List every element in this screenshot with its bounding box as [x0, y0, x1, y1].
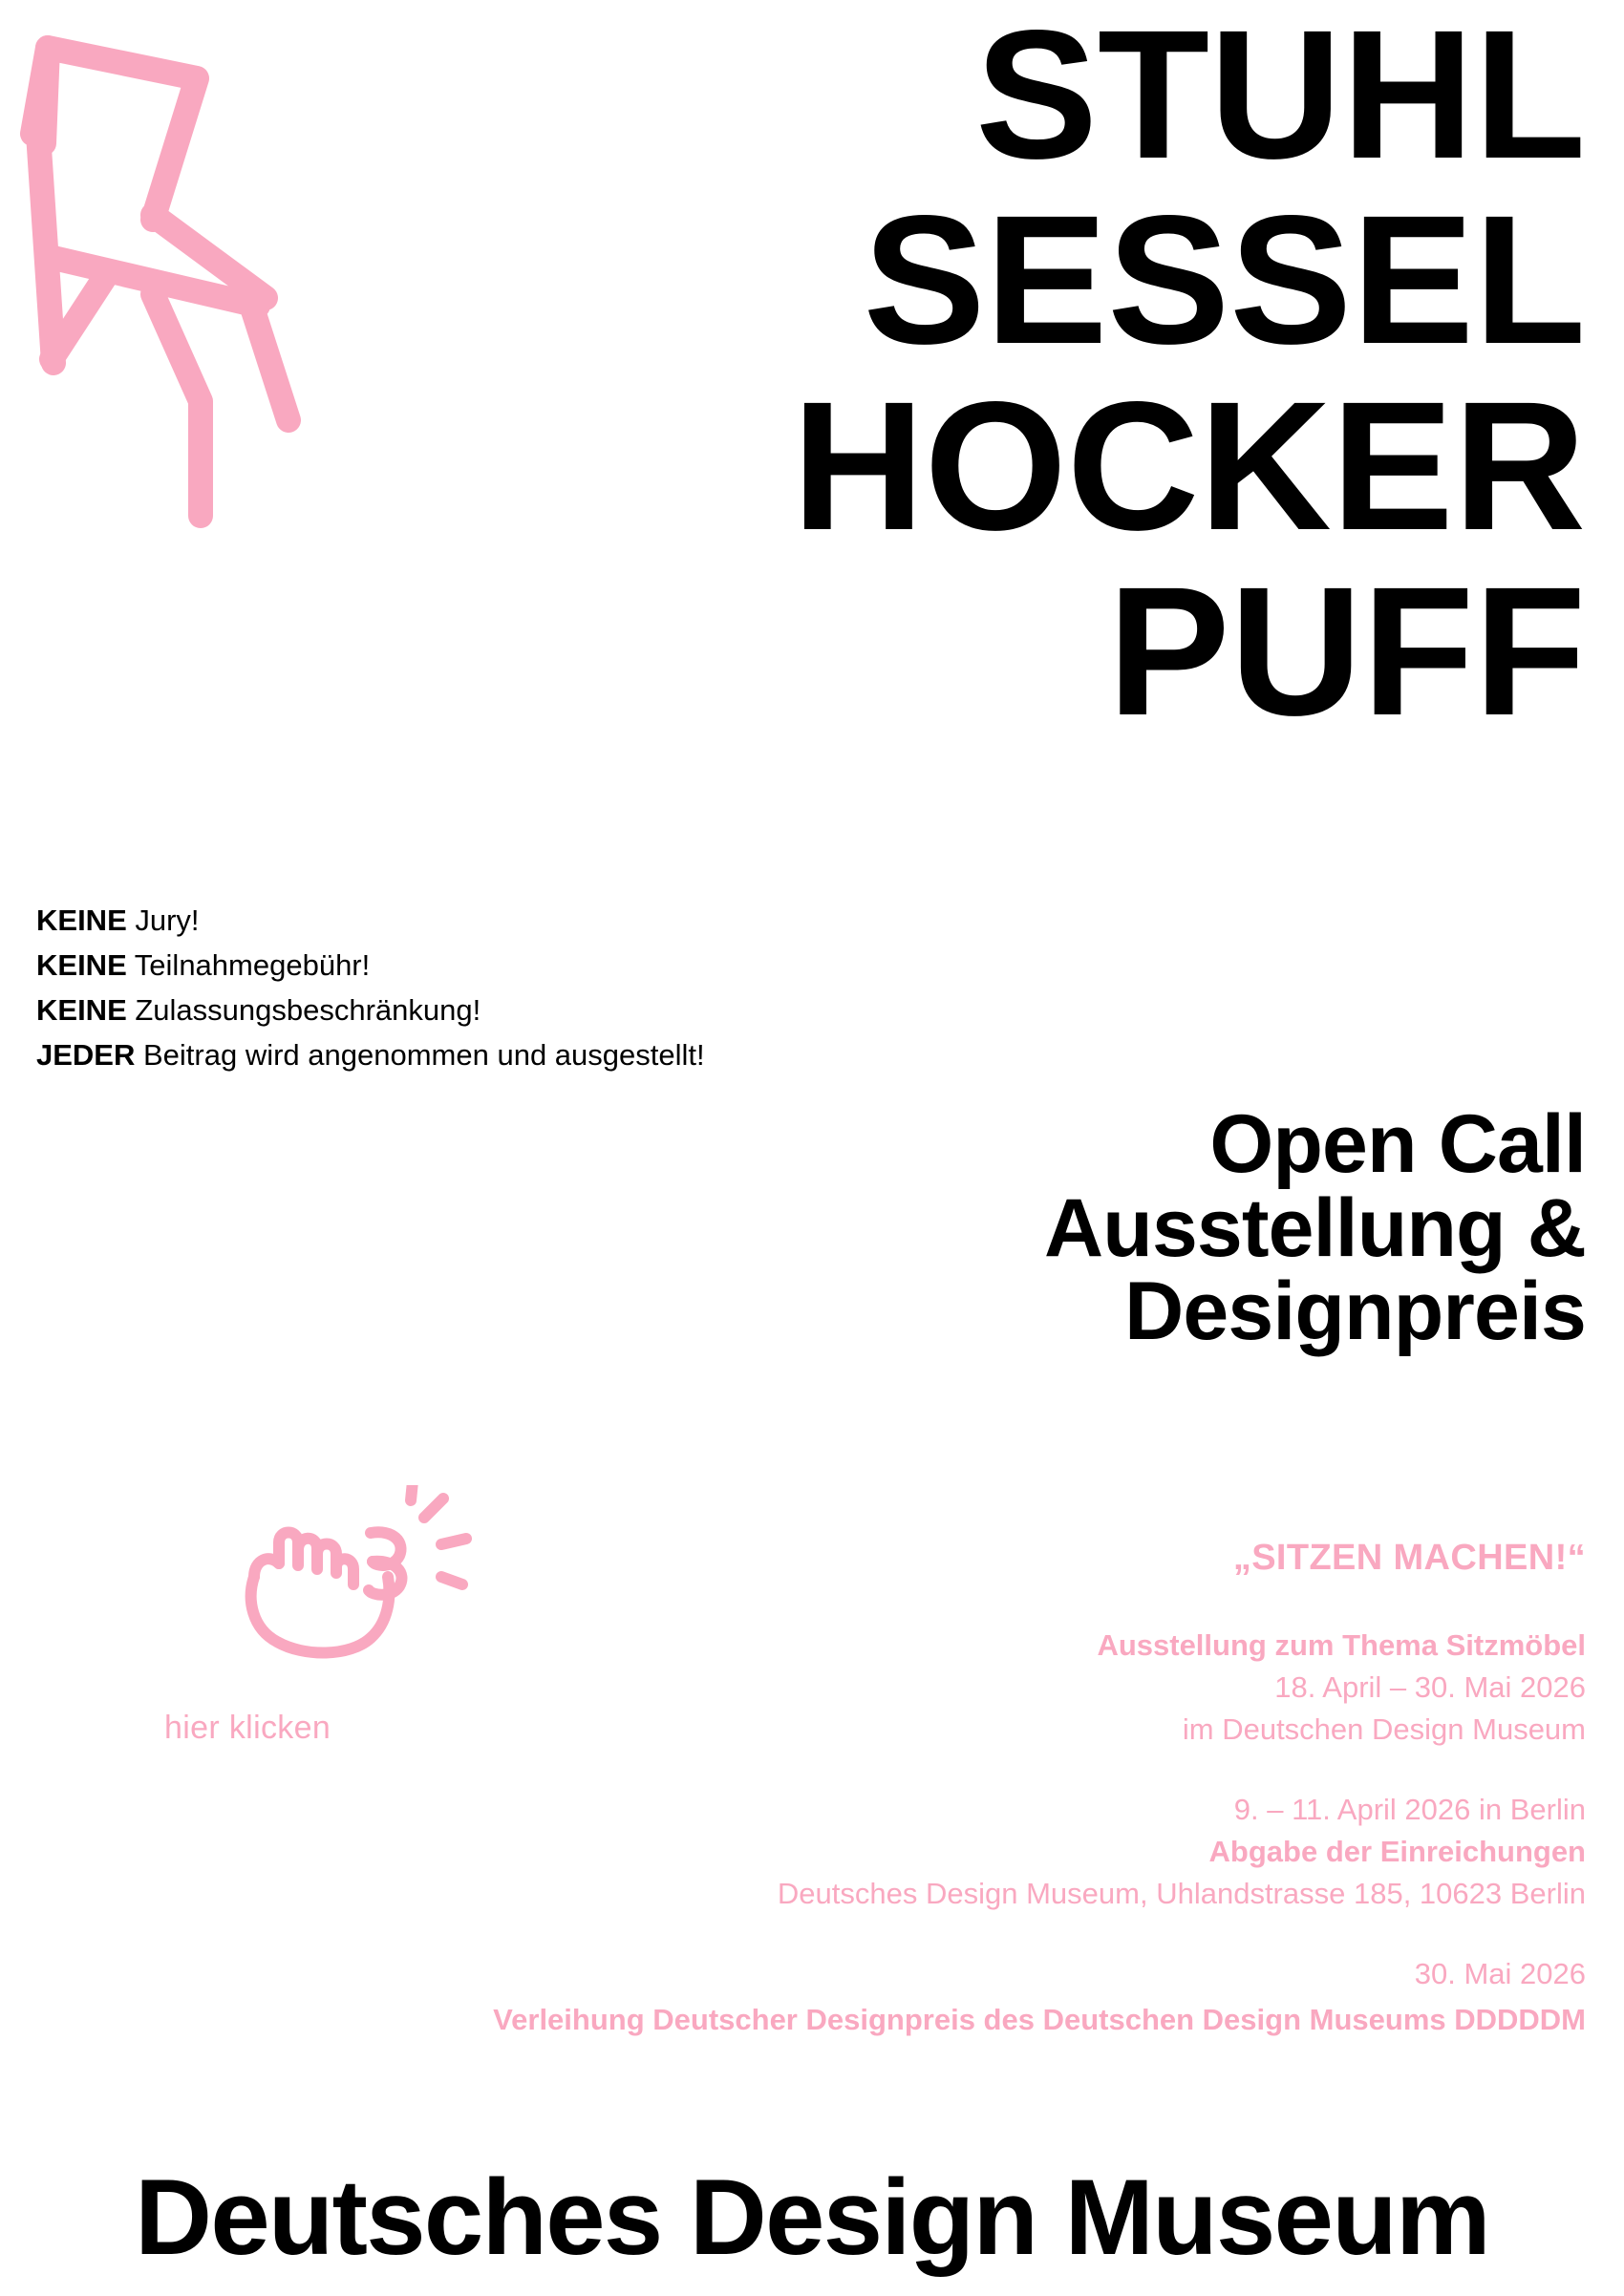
submission-title: Abgabe der Einreichungen	[1208, 1835, 1586, 1869]
subheadline-line-2: Ausstellung &	[1044, 1181, 1586, 1274]
conditions-list	[36, 898, 829, 1077]
poster-headline	[459, 0, 1586, 755]
click-here-label[interactable]: hier klicken	[164, 1710, 331, 1746]
condition-item	[36, 943, 829, 988]
condition-item	[36, 988, 829, 1032]
condition-keyword: KEINE	[36, 993, 127, 1028]
headline-line-1: STUHL	[975, 0, 1586, 197]
headline-line-3: HOCKER	[792, 362, 1586, 568]
condition-text: Zulassungsbeschränkung!	[126, 993, 481, 1028]
museum-name-footer: Deutsches Design Museum	[135, 2158, 1489, 2277]
headline-line-2: SESSEL	[863, 177, 1586, 383]
subheadline-line-1: Open Call	[1209, 1098, 1586, 1190]
submission-dates: 9. – 11. April 2026 in Berlin	[1233, 1793, 1586, 1826]
condition-text: Jury!	[126, 904, 200, 937]
condition-keyword: JEDER	[36, 1038, 136, 1073]
submission-address: Deutsches Design Museum, Uhlandstrasse 185, 10623 Berlin	[777, 1877, 1586, 1911]
award-date: 30. Mai 2026	[1414, 1957, 1586, 1991]
condition-keyword: KEINE	[36, 904, 127, 937]
poster-subheadline	[459, 1098, 1586, 1358]
condition-item	[36, 1032, 829, 1077]
condition-keyword: KEINE	[36, 948, 127, 983]
click-hand-icon[interactable]	[237, 1485, 485, 1686]
headline-line-4: PUFF	[1107, 548, 1586, 755]
chair-doodle-icon	[10, 19, 449, 745]
exhibition-venue: im Deutschen Design Museum	[1182, 1711, 1586, 1746]
condition-text: Teilnahmegebühr!	[126, 948, 371, 983]
spacer	[459, 1751, 1586, 1789]
award-title: Verleihung Deutscher Designpreis des Deutschen Design Museums DDDDDM	[493, 2003, 1586, 2037]
condition-item	[36, 898, 829, 943]
condition-text: Beitrag wird angenommen und ausgestellt!	[135, 1038, 705, 1073]
exhibition-quote: „SITZEN MACHEN!“	[1232, 1538, 1586, 1578]
spacer	[459, 1915, 1586, 1953]
exhibition-title: Ausstellung zum Thema Sitzmöbel	[1097, 1627, 1586, 1662]
exhibition-dates: 18. April – 30. Mai 2026	[1274, 1669, 1586, 1704]
event-details	[459, 1533, 1586, 2041]
subheadline-line-3: Designpreis	[1124, 1265, 1586, 1358]
